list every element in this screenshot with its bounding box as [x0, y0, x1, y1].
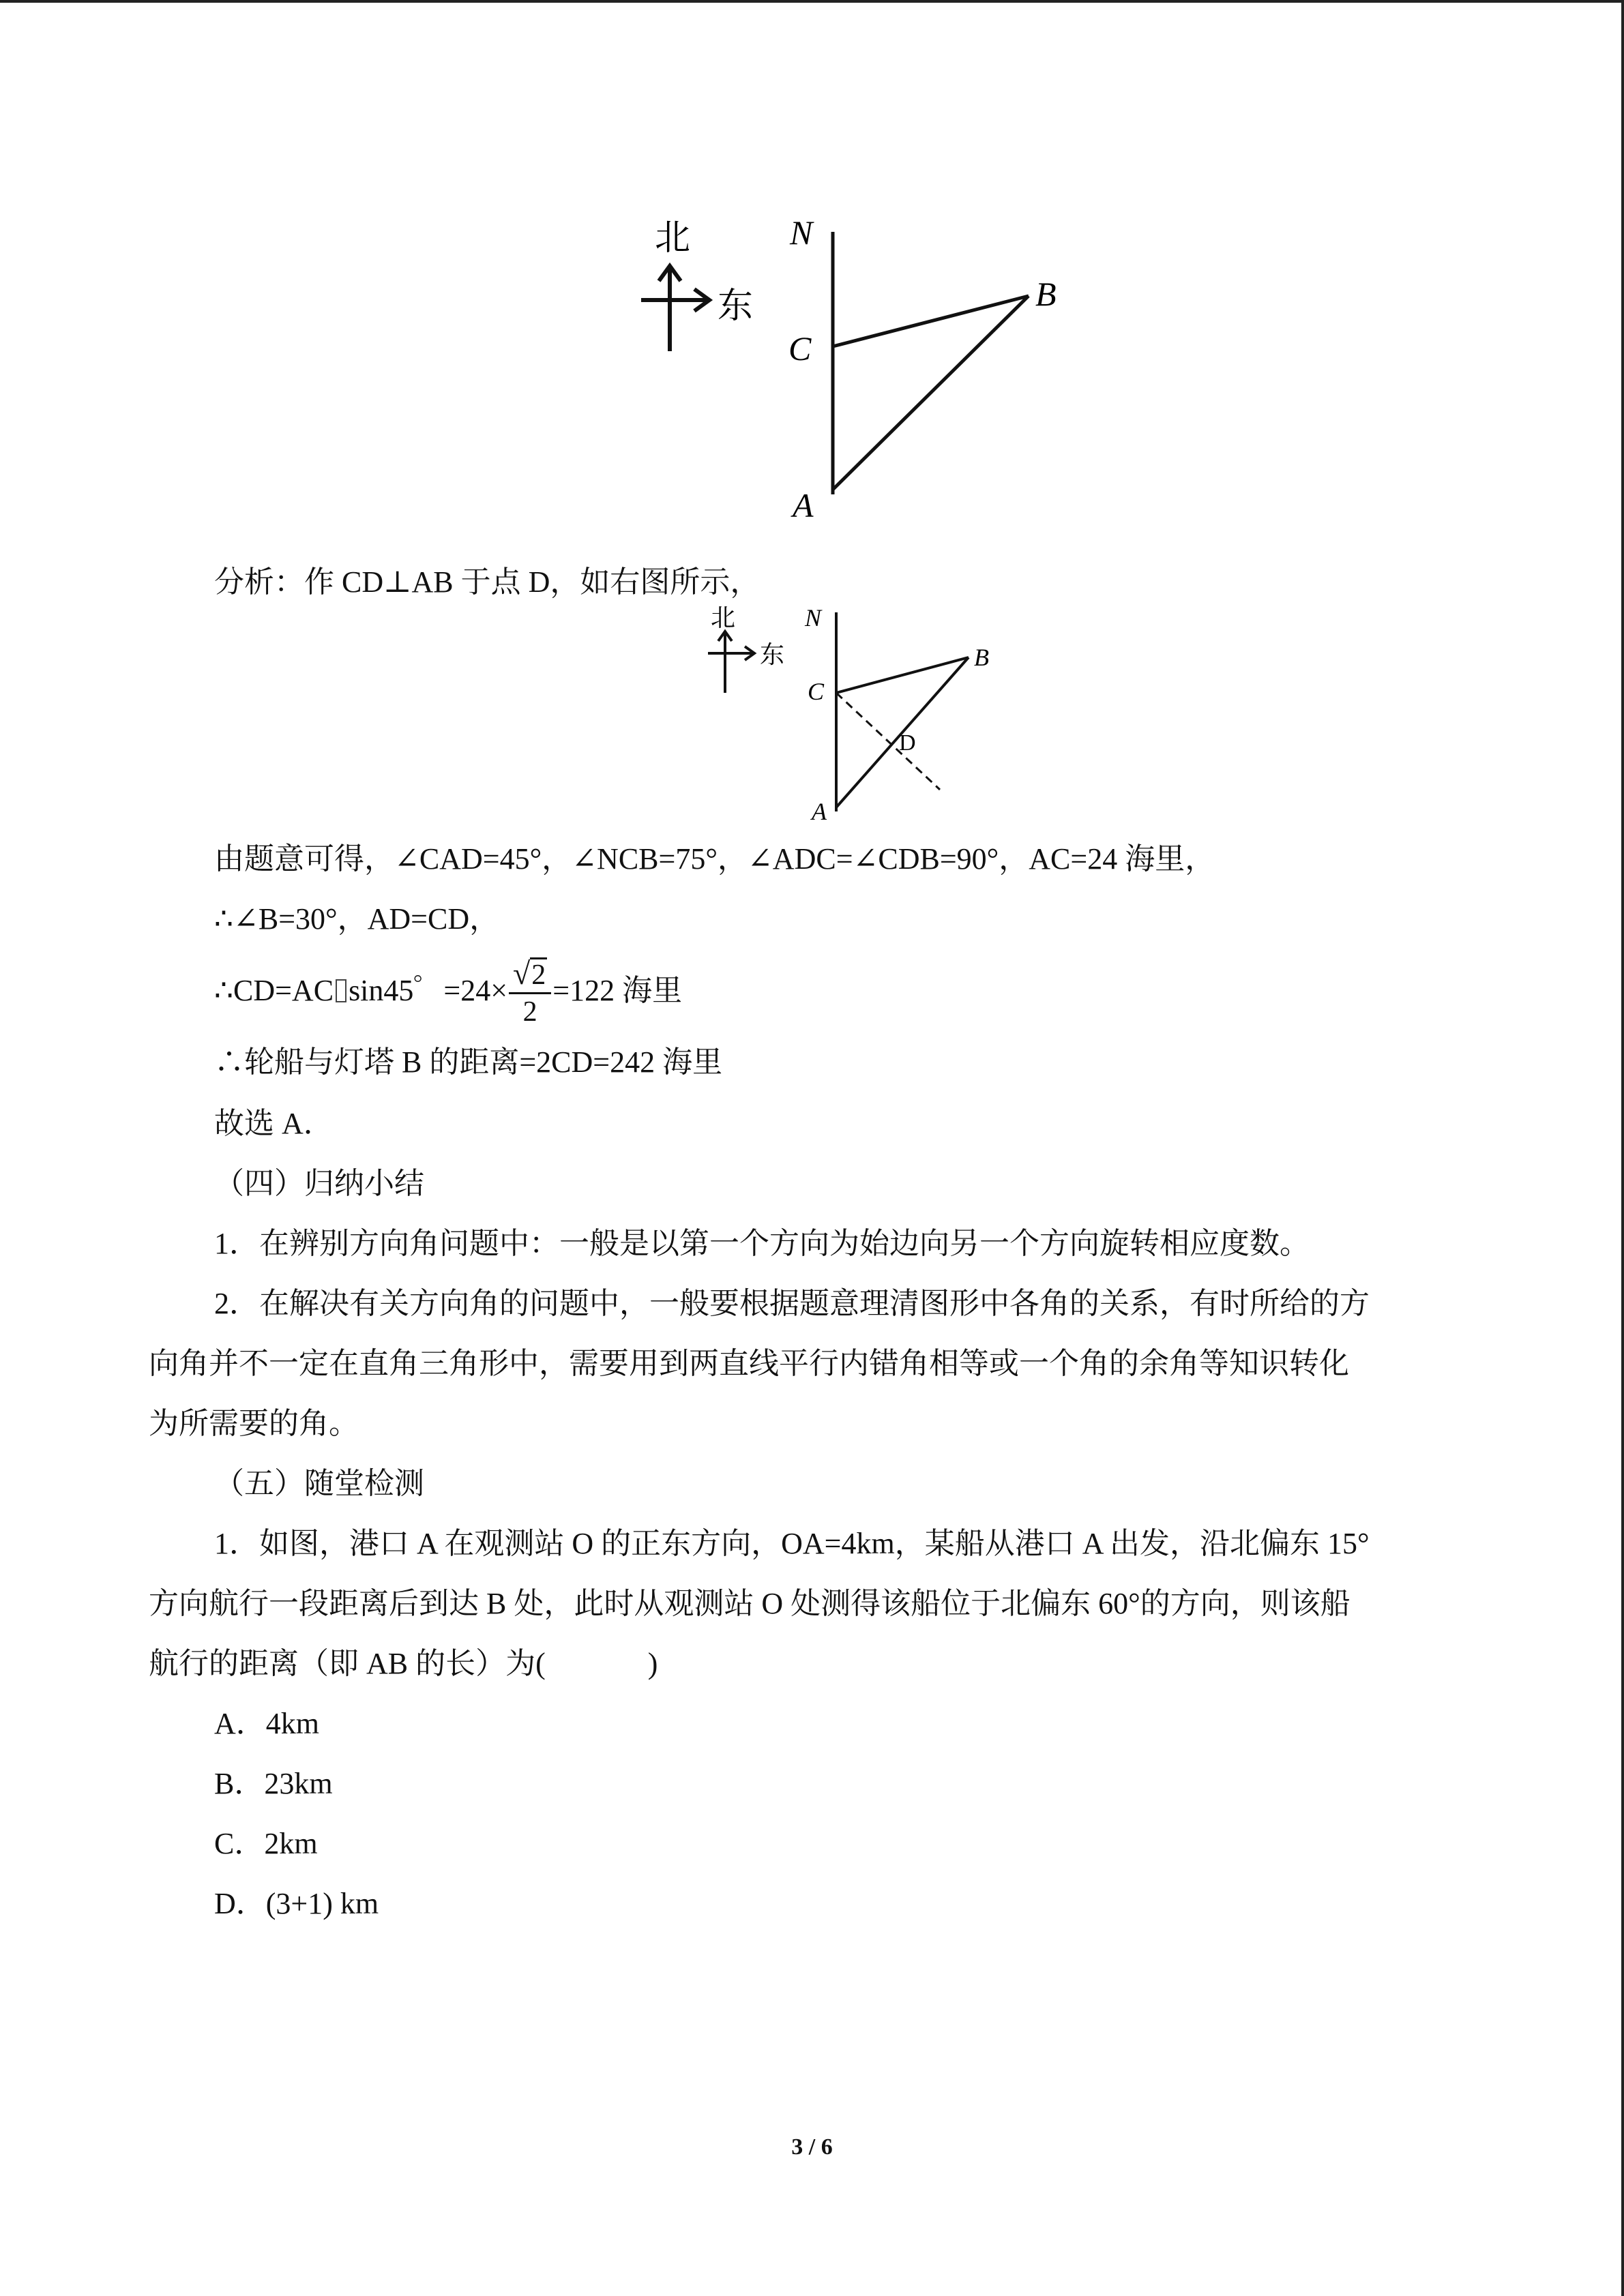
fraction-numerator: 2 — [530, 957, 547, 991]
page-number: 3 / 6 — [791, 2134, 833, 2160]
section-heading-summary: （四）归纳小结 — [214, 1167, 424, 1200]
east-label: 东 — [760, 641, 785, 668]
option-b: B．23km — [214, 1767, 333, 1800]
point-C-label: C — [788, 329, 812, 368]
summary-item-1: 1．在辨别方向角问题中：一般是以第一个方向为始边向另一个方向旋转相应度数。 — [214, 1227, 1310, 1260]
missing-glyph-box — [336, 979, 346, 1002]
given-conditions: 由题意可得，∠CAD=45°，∠NCB=75°，∠ADC=∠CDB=90°，AC=24 海里， — [214, 842, 1215, 876]
direction-diagram-2 — [689, 599, 1044, 824]
line-AB — [833, 296, 1029, 490]
question-1-line-1: 1．如图，港口 A 在观测站 O 的正东方向，OA=4km，某船从港口 A 出发，沿北偏东 15° — [214, 1527, 1370, 1560]
sqrt-symbol: √ — [513, 956, 531, 992]
option-d: D．(3+1) km — [214, 1887, 379, 1920]
summary-item-2-line-2: 向角并不一定在直角三角形中，需要用到两直线平行内错角相等或一个角的余角等知识转化 — [149, 1347, 1349, 1380]
summary-item-2-line-3: 为所需要的角。 — [149, 1407, 359, 1440]
point-B-label: B — [1035, 275, 1057, 313]
angle-b-line: ∴∠B=30°，AD=CD， — [214, 902, 500, 936]
point-A-label: A — [812, 798, 827, 824]
north-label: 北 — [711, 604, 736, 631]
cd-suffix: =122 海里 — [552, 974, 683, 1007]
summary-item-2-line-1: 2．在解决有关方向角的问题中，一般要根据题意理清图形中各角的关系，有时所给的方 — [214, 1287, 1370, 1320]
direction-diagram-1 — [614, 205, 1091, 532]
question-1-text: 航行的距离（即 AB 的长）为( — [149, 1647, 546, 1680]
fraction-denominator: 2 — [522, 996, 537, 1028]
east-label: 东 — [718, 287, 754, 326]
analysis-intro: 分析：作 CD⊥AB 于点 D，如右图所示， — [214, 565, 761, 599]
point-C-label: C — [808, 678, 825, 705]
point-D-label: D — [899, 730, 916, 756]
section-heading-quiz: （五）随堂检测 — [214, 1467, 424, 1500]
line-CB — [833, 296, 1029, 346]
point-B-label: B — [974, 644, 989, 671]
option-c: C．2km — [214, 1827, 318, 1860]
point-A-label: A — [793, 486, 814, 524]
north-label: 北 — [655, 219, 691, 258]
line-CB — [836, 657, 969, 693]
question-1-close-paren: ) — [647, 1647, 658, 1680]
question-1-line-3 — [149, 1642, 658, 1686]
distance-result: ∴轮船与灯塔 B 的距离=2CD=242 海里 — [214, 1045, 723, 1079]
point-N-label: N — [790, 213, 813, 252]
option-a: A．4km — [214, 1707, 319, 1740]
fraction-sqrt2-over-2 — [509, 957, 551, 1030]
cd-prefix: ∴CD=AC — [214, 974, 334, 1007]
cd-sin: sin45゜=24× — [349, 974, 508, 1007]
question-1-line-2: 方向航行一段距离后到达 B 处，此时从观测站 O 处测得该船位于北偏东 60°的方向，则该船 — [149, 1587, 1350, 1620]
answer-choice: 故选 A． — [214, 1107, 334, 1140]
point-N-label: N — [805, 604, 822, 631]
cd-calculation — [214, 946, 682, 1035]
